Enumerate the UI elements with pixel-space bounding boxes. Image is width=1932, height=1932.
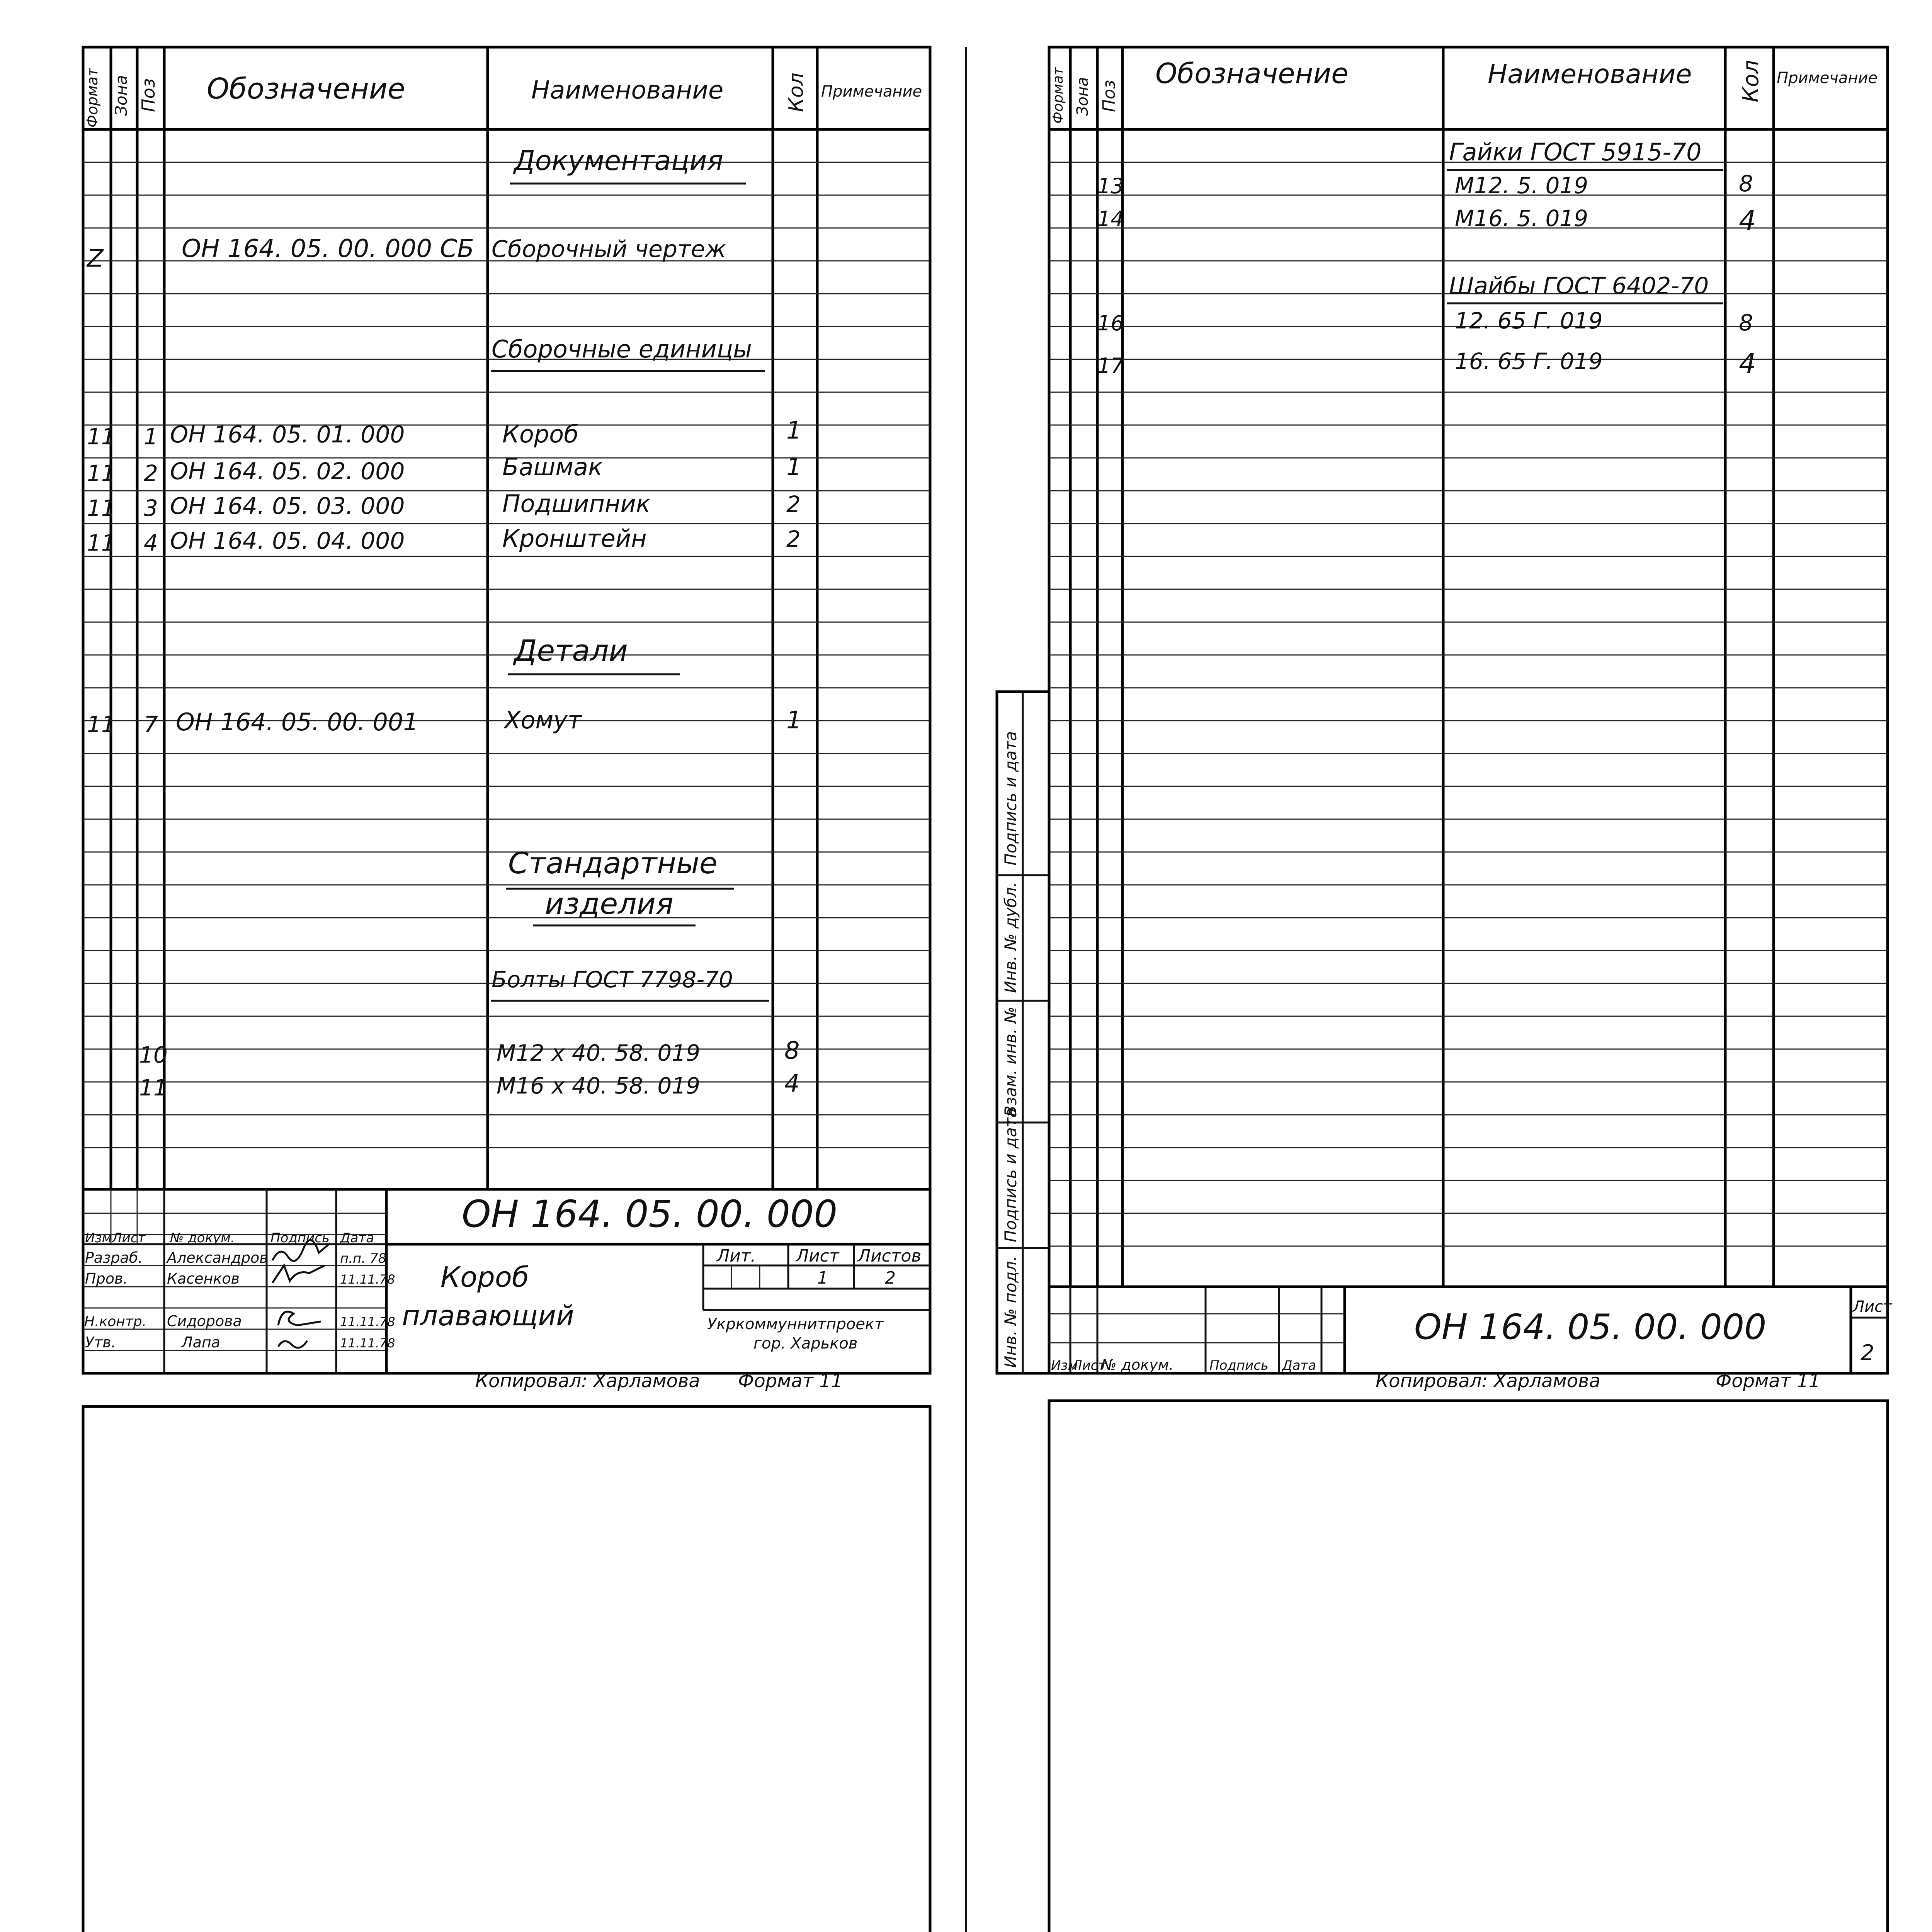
- right-format-label: Формат 11: [1716, 1370, 1821, 1392]
- name-razrab: Александров: [167, 1249, 268, 1266]
- section-standard-2: изделия: [545, 886, 673, 921]
- left-format-label: Формат 11: [738, 1370, 843, 1392]
- right-row-washers: [1447, 272, 1723, 303]
- left-doc-code: ОН 164. 05. 00. 000: [462, 1192, 838, 1236]
- left-header-pos: Поз: [138, 78, 159, 112]
- row-format: 11: [87, 423, 116, 450]
- row-format: 11: [87, 460, 116, 486]
- row-qty: 4: [1739, 348, 1756, 379]
- role-nkontr: Н.контр.: [84, 1314, 147, 1330]
- left-copied-by: Копировал: Харламова: [475, 1370, 700, 1392]
- row-name: Башмак: [502, 453, 603, 481]
- row-designation: ОН 164. 05. 04. 000: [170, 527, 405, 554]
- right-col-list: Лист: [1072, 1358, 1106, 1373]
- row-format: 11: [87, 711, 116, 738]
- row-pos: 16: [1097, 311, 1124, 335]
- section-details: Детали: [514, 633, 628, 668]
- row-designation: ОН 164. 05. 02. 000: [170, 458, 405, 485]
- left-header-name: Наименование: [531, 76, 724, 105]
- left-row-item-7: [87, 706, 801, 738]
- right-row-nuts: [1447, 138, 1723, 170]
- right-header-note: Примечание: [1777, 69, 1878, 87]
- right-title-block: [1049, 1287, 1893, 1373]
- row-name: 12. 65 Г. 019: [1455, 308, 1603, 334]
- left-header-zone: Зона: [112, 75, 131, 116]
- row-pos: 4: [144, 530, 158, 556]
- right-col-izm: Изм: [1051, 1358, 1078, 1373]
- right-spec-sheet: [997, 47, 1893, 1392]
- left-col-list: Лист: [112, 1230, 146, 1246]
- section-bolts: Болты ГОСТ 7798-70: [492, 966, 733, 993]
- signature-utv: [278, 1341, 307, 1348]
- sheets-label: Листов: [858, 1246, 922, 1266]
- left-lower-frame: [83, 1406, 930, 1932]
- row-name: М16 x 40. 58. 019: [497, 1073, 701, 1099]
- left-header-format: Формат: [84, 68, 101, 128]
- lit-label: Лит.: [717, 1246, 756, 1266]
- right-row-item-17: [1097, 348, 1756, 379]
- date-razrab: п.п. 78: [340, 1251, 387, 1266]
- row-pos: 14: [1097, 207, 1124, 231]
- stamp-podpis-data: Подпись и дата: [1001, 1108, 1020, 1242]
- right-col-sign: Подпись: [1209, 1358, 1269, 1373]
- sheets-total: 2: [885, 1268, 896, 1288]
- left-header-qty: Кол: [785, 73, 808, 112]
- row-name: Короб: [502, 420, 579, 448]
- row-qty: 4: [1739, 205, 1756, 236]
- left-col-sign: Подпись: [270, 1230, 330, 1246]
- left-col-izm: Изм: [85, 1230, 112, 1246]
- name-utv: Лапа: [182, 1334, 220, 1351]
- row-format: 11: [87, 530, 116, 556]
- stamp-podpis-data-top: Подпись и дата: [1001, 731, 1020, 866]
- left-row-item-10: [139, 1036, 799, 1068]
- signature-prov: [272, 1265, 325, 1283]
- right-col-doc: № докум.: [1101, 1356, 1174, 1373]
- title-line-1: Короб: [440, 1261, 529, 1293]
- right-row-item-14: [1097, 205, 1756, 236]
- date-prov: 11.11.78: [340, 1272, 395, 1287]
- right-lower-frame: [1049, 1401, 1888, 1932]
- sheet-no: 1: [817, 1268, 828, 1288]
- row-name: М12. 5. 019: [1455, 172, 1588, 199]
- signature-nkontr: [278, 1311, 321, 1325]
- sheet-label: Лист: [796, 1246, 839, 1266]
- right-copied-by: Копировал: Харламова: [1376, 1370, 1600, 1392]
- row-pos: 1: [144, 423, 158, 450]
- section-nuts: Гайки ГОСТ 5915-70: [1449, 138, 1702, 166]
- row-designation: ОН 164. 05. 00. 001: [176, 708, 418, 736]
- row-pos: 10: [139, 1042, 168, 1068]
- right-row-item-16: [1097, 308, 1753, 336]
- row-qty: 4: [784, 1069, 800, 1097]
- right-header-pos: Поз: [1099, 80, 1119, 112]
- row-name: Кронштейн: [502, 524, 647, 553]
- left-row-item-1: [87, 416, 801, 450]
- row-pos: 7: [144, 711, 158, 738]
- left-row-assembly-units: [491, 335, 765, 371]
- date-utv: 11.11.78: [340, 1336, 395, 1350]
- left-header-designation: Обозначение: [207, 72, 405, 105]
- row-qty: 8: [784, 1036, 800, 1065]
- role-razrab: Разраб.: [85, 1249, 143, 1266]
- row-designation: ОН 164. 05. 00. 000 СБ: [182, 235, 474, 263]
- right-header-designation: Обозначение: [1155, 57, 1349, 90]
- row-name: Подшипник: [502, 490, 651, 518]
- row-qty: 1: [786, 453, 802, 481]
- left-col-doc: № докум.: [170, 1230, 235, 1246]
- org-line-1: Укркоммуннитпроект: [707, 1315, 884, 1333]
- section-documentation: Документация: [514, 145, 723, 177]
- left-row-item-11: [139, 1069, 799, 1101]
- org-line-2: гор. Харьков: [753, 1335, 858, 1352]
- row-name: М12 x 40. 58. 019: [497, 1040, 701, 1066]
- stamp-vzam-inv: Взам. инв. №: [1001, 1006, 1020, 1117]
- section-assembly-units: Сборочные единицы: [492, 335, 752, 363]
- row-format: 11: [87, 495, 116, 521]
- stamp-inv-dubl: Инв. № дубл.: [1001, 882, 1020, 993]
- right-header-name: Наименование: [1488, 59, 1692, 90]
- right-col-date: Дата: [1282, 1358, 1316, 1373]
- right-doc-code: ОН 164. 05. 00. 000: [1414, 1307, 1767, 1347]
- row-name: 16. 65 Г. 019: [1455, 348, 1603, 374]
- left-row-item-4: [87, 524, 801, 556]
- right-header-qty: Кол: [1738, 60, 1764, 102]
- left-title-block: [83, 1189, 930, 1373]
- row-qty: 2: [786, 526, 801, 552]
- row-pos: 3: [144, 495, 158, 521]
- row-designation: ОН 164. 05. 03. 000: [170, 493, 405, 520]
- right-sheet-no: 2: [1861, 1340, 1874, 1366]
- right-row-item-13: [1097, 170, 1753, 199]
- right-side-stamp: [997, 692, 1049, 1373]
- left-row-standard: [506, 846, 734, 925]
- row-qty: 8: [1739, 170, 1753, 197]
- left-col-date: Дата: [340, 1230, 374, 1246]
- right-header-format: Формат: [1050, 67, 1066, 124]
- left-row-assembly-drawing: [86, 235, 726, 272]
- left-row-details: [508, 633, 680, 674]
- row-name: М16. 5. 019: [1455, 205, 1588, 231]
- section-washers: Шайбы ГОСТ 6402-70: [1449, 272, 1709, 299]
- row-designation: ОН 164. 05. 01. 000: [170, 421, 405, 448]
- row-qty: 1: [786, 416, 802, 444]
- left-row-item-3: [87, 490, 801, 521]
- right-header-zone: Зона: [1074, 77, 1092, 116]
- right-sheet-label: Лист: [1853, 1298, 1892, 1316]
- name-prov: Касенков: [167, 1270, 240, 1287]
- row-pos: 13: [1097, 174, 1124, 198]
- row-name: Хомут: [504, 706, 582, 734]
- row-pos: 11: [139, 1075, 168, 1101]
- left-header-note: Примечание: [821, 83, 922, 100]
- section-standard-1: Стандартные: [508, 846, 718, 880]
- role-utv: Утв.: [85, 1334, 116, 1351]
- left-spec-sheet: [83, 47, 930, 1392]
- row-name: Сборочный чертеж: [492, 236, 726, 263]
- row-format: Z: [87, 244, 104, 272]
- title-line-2: плавающий: [402, 1299, 574, 1332]
- row-pos: 17: [1097, 354, 1124, 378]
- row-qty: 1: [786, 706, 802, 734]
- left-row-bolts: [491, 966, 769, 1001]
- row-pos: 2: [144, 460, 158, 486]
- left-row-documentation: [510, 145, 746, 184]
- stamp-inv-podl: Инв. № подл.: [1001, 1256, 1020, 1368]
- name-nkontr: Сидорова: [167, 1313, 242, 1330]
- date-nkontr: 11.11.78: [340, 1315, 395, 1329]
- role-prov: Пров.: [85, 1270, 128, 1287]
- row-qty: 8: [1739, 310, 1753, 336]
- row-qty: 2: [786, 491, 801, 517]
